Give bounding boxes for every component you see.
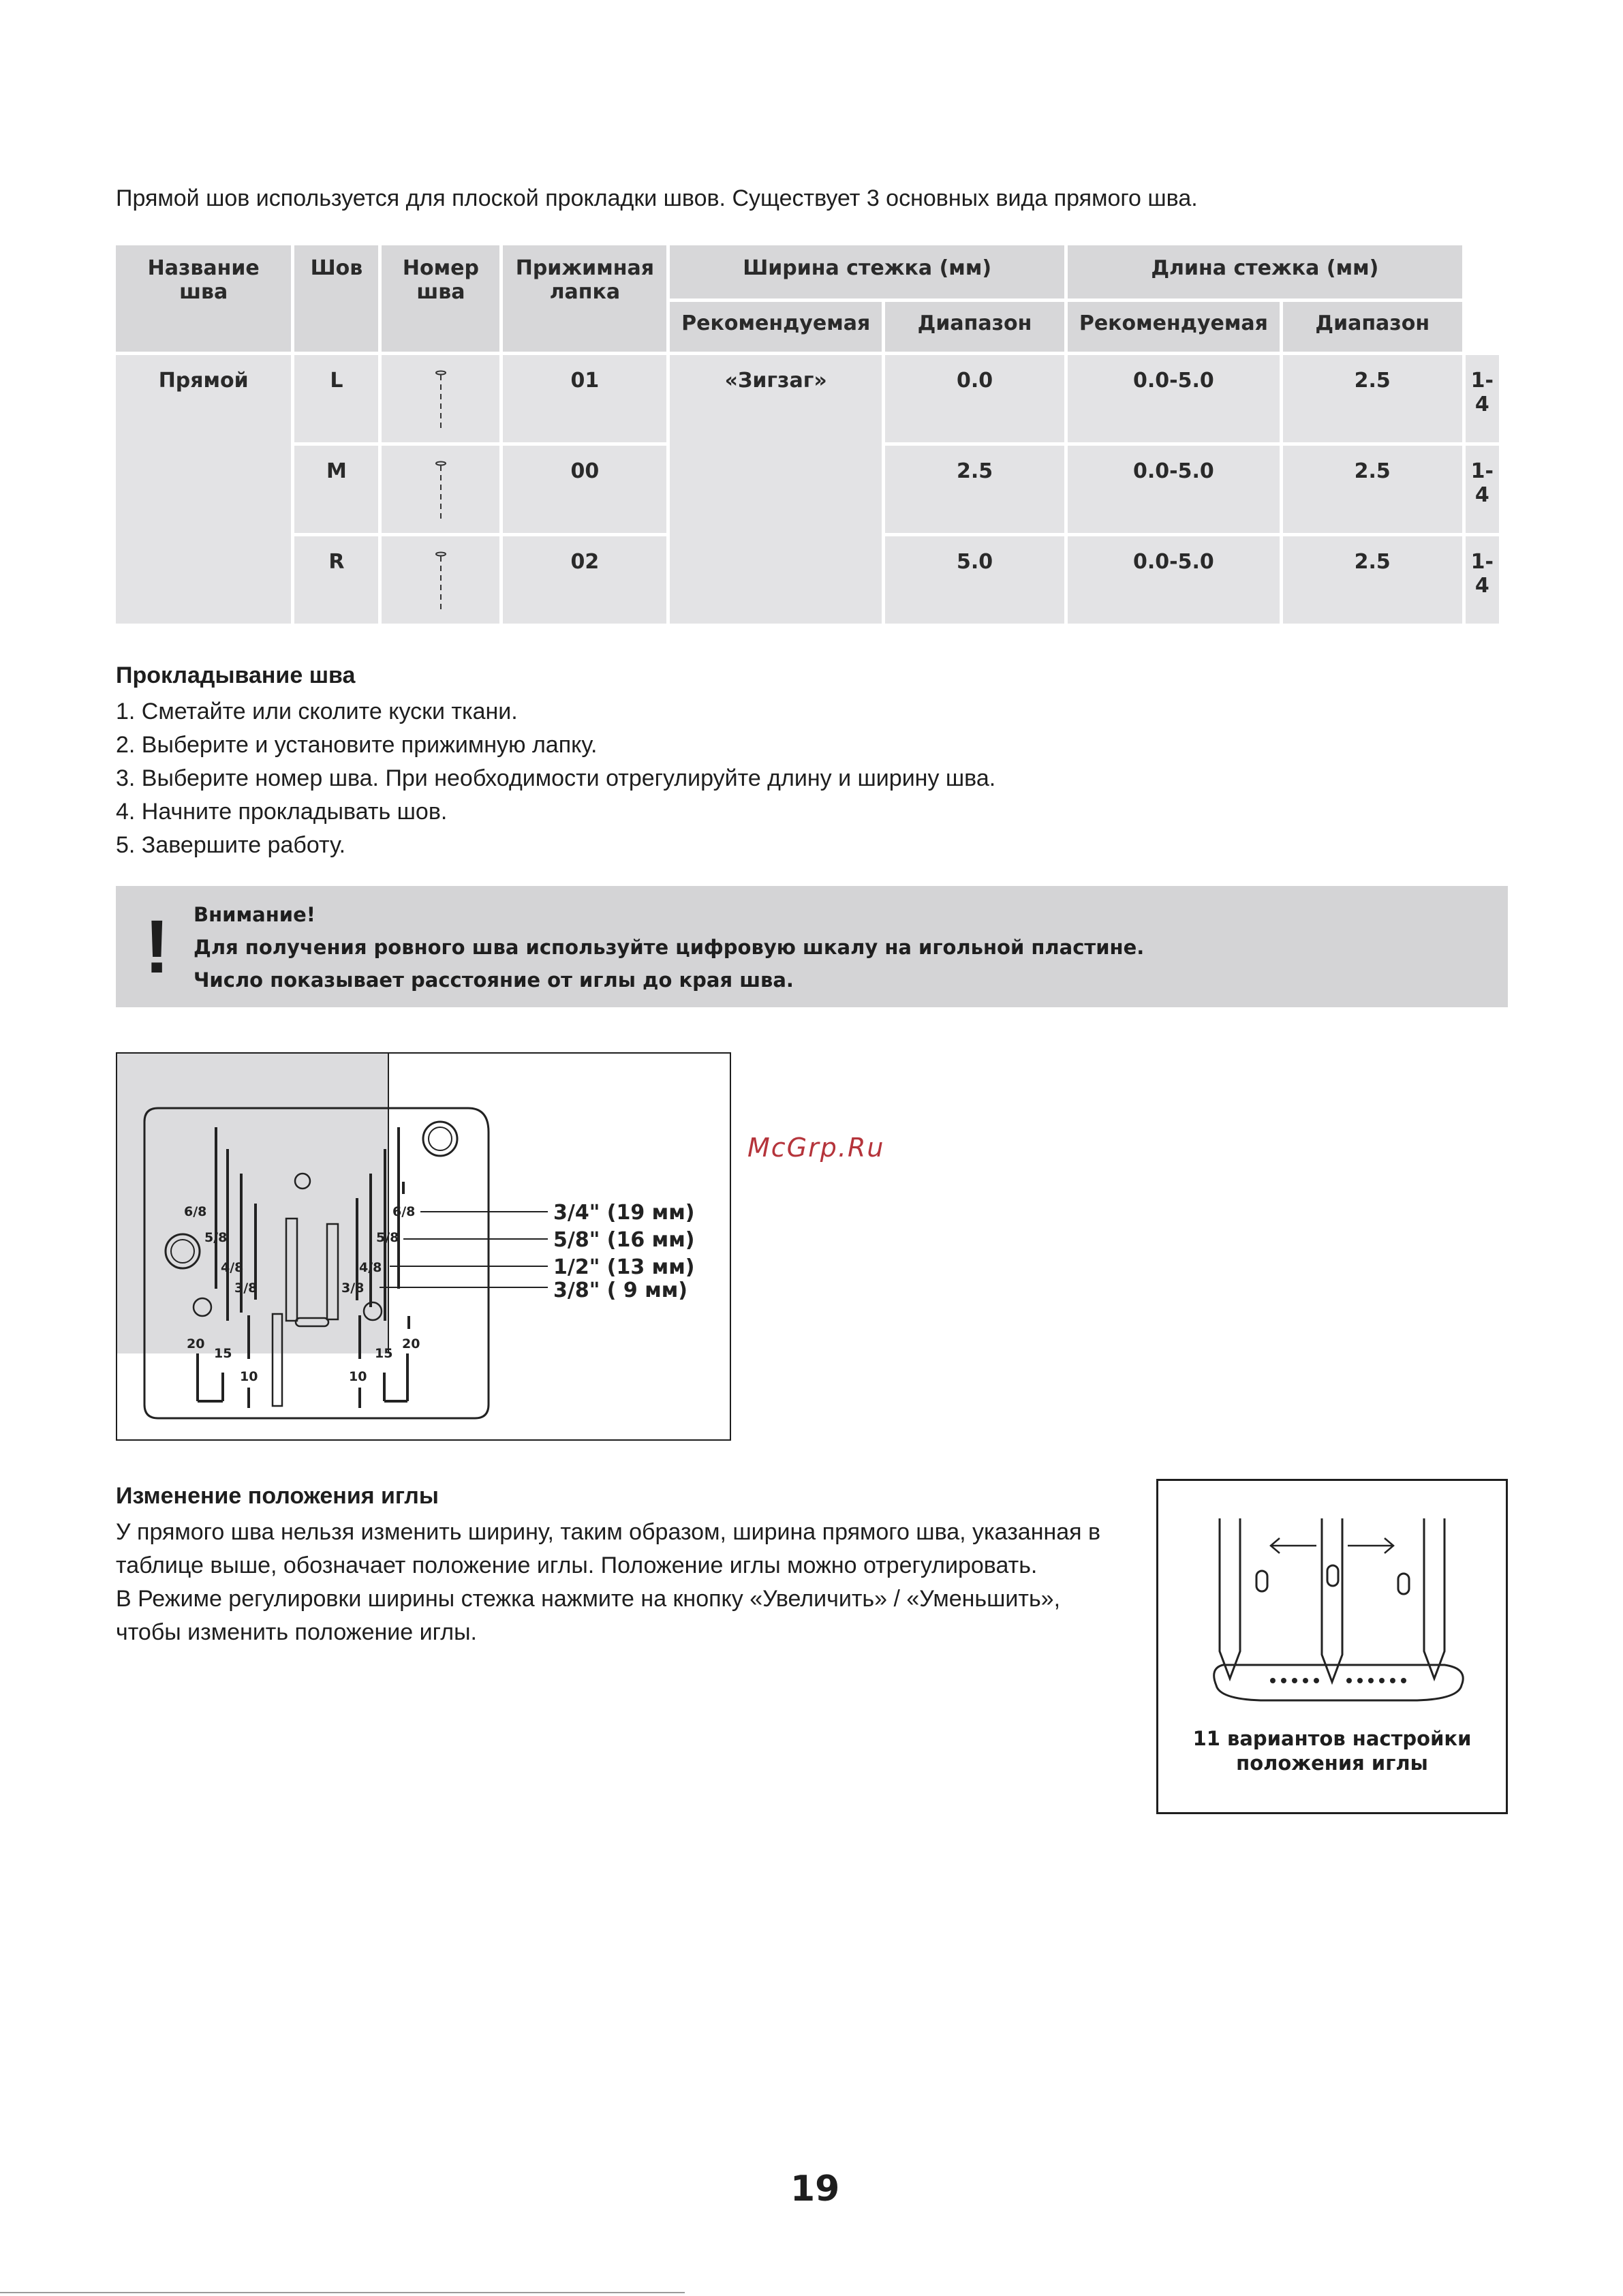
laying-title: Прокладывание шва: [116, 662, 356, 688]
position-cell: L: [294, 355, 378, 442]
foot-cell: «Зигзаг»: [670, 355, 882, 624]
plate-shade: [117, 1054, 388, 1353]
header-number: Номер шва: [382, 245, 499, 352]
footer-divider: [0, 2292, 685, 2293]
width-range-cell: 0.0-5.0: [1068, 536, 1280, 624]
length-recommended-cell: 2.5: [1283, 536, 1462, 624]
header-width-range: Диапазон: [885, 302, 1064, 352]
plate-label: 6/8: [392, 1204, 416, 1219]
needle-eye: [1327, 1565, 1338, 1586]
warning-box: [116, 886, 1508, 1007]
needle-position-dots: [1270, 1678, 1406, 1683]
needle-middle-icon: [1322, 1518, 1342, 1682]
position-cell: M: [294, 446, 378, 533]
width-range-cell: 0.0-5.0: [1068, 446, 1280, 533]
figure-caption: положения иглы: [1236, 1751, 1428, 1775]
page-number: 19: [790, 2169, 840, 2209]
length-range-cell: 1-4: [1466, 536, 1499, 624]
header-width-recommended: Рекомендуемая: [670, 302, 882, 352]
warning-title: Внимание!: [194, 903, 315, 926]
plate-label: 5/8: [376, 1230, 399, 1245]
header-foot: Прижимная лапка: [503, 245, 666, 352]
plate-label: 10: [349, 1369, 367, 1384]
length-recommended-cell: 2.5: [1283, 355, 1462, 442]
seam-icon-cell: [382, 355, 499, 442]
seam-icon-cell: [382, 446, 499, 533]
plate-label: 15: [375, 1346, 393, 1361]
straight-stitch-left-icon: [434, 369, 448, 430]
warning-line: Число показывает расстояние от иглы до края шва.: [194, 968, 794, 992]
seam-table: [112, 242, 1502, 627]
presser-foot-icon: [1214, 1665, 1464, 1700]
width-range-cell: 0.0-5.0: [1068, 355, 1280, 442]
callout-label: 5/8" (16 мм): [553, 1228, 695, 1252]
straight-stitch-middle-icon: [434, 459, 448, 521]
list-item: 1. Сметайте или сколите куски ткани.: [116, 699, 518, 724]
paragraph: У прямого шва нельзя изменить ширину, таким образом, ширина прямого шва, указанная в таблице выше, обозначает положение иглы. Положение иглы можно отрегулировать.: [116, 1519, 1101, 1578]
list-item: 4. Начните прокладывать шов.: [116, 799, 448, 825]
number-cell: 01: [503, 355, 666, 442]
width-recommended-cell: 2.5: [885, 446, 1064, 533]
table-row: [116, 355, 1499, 442]
needle-position-title: Изменение положения иглы: [116, 1483, 439, 1509]
position-cell: R: [294, 536, 378, 624]
paragraph: В Режиме регулировки ширины стежка нажмите на кнопку «Увеличить» / «Уменьшить», чтобы изменить положение иглы.: [116, 1586, 1061, 1645]
laying-steps: [116, 695, 995, 862]
seam-name-cell: Прямой: [116, 355, 291, 624]
header-seam-name: Название шва: [116, 245, 291, 352]
width-recommended-cell: 0.0: [885, 355, 1064, 442]
plate-label: 20: [187, 1336, 205, 1351]
plate-label: 10: [240, 1369, 258, 1384]
warning-line: Для получения ровного шва используйте цифровую шкалу на игольной пластине.: [194, 936, 1145, 959]
header-length-recommended: Рекомендуемая: [1068, 302, 1280, 352]
number-cell: 02: [503, 536, 666, 624]
callout-label: 3/8" ( 9 мм): [553, 1279, 688, 1302]
plate-label: 5/8: [204, 1230, 228, 1245]
callout-label: 3/4" (19 мм): [553, 1201, 695, 1225]
width-recommended-cell: 5.0: [885, 536, 1064, 624]
needle-plate-figure: [116, 1052, 731, 1441]
plate-label: 6/8: [184, 1204, 207, 1219]
needle-position-figure: [1156, 1479, 1508, 1814]
length-range-cell: 1-4: [1466, 355, 1499, 442]
header-seam: Шов: [294, 245, 378, 352]
plate-label: 4/8: [359, 1260, 382, 1275]
header-width: Ширина стежка (мм): [670, 245, 1064, 299]
needle-left-icon: [1220, 1518, 1240, 1679]
plate-label: 15: [214, 1346, 232, 1361]
length-recommended-cell: 2.5: [1283, 446, 1462, 533]
straight-stitch-right-icon: [434, 550, 448, 611]
plate-label: 3/8: [341, 1281, 365, 1296]
figure-caption: 11 вариантов настройки: [1192, 1727, 1472, 1750]
header-length-range: Диапазон: [1283, 302, 1462, 352]
list-item: 5. Завершите работу.: [116, 832, 346, 858]
needle-eye: [1398, 1574, 1409, 1594]
exclamation-icon: !: [144, 905, 170, 989]
plate-label: 3/8: [234, 1281, 258, 1296]
plate-label: 4/8: [221, 1260, 244, 1275]
needle-positions-diagram: [1158, 1481, 1506, 1719]
seam-icon-cell: [382, 536, 499, 624]
callout-label: 1/2" (13 мм): [553, 1255, 695, 1279]
list-item: 2. Выберите и установите прижимную лапку.: [116, 732, 598, 758]
callout-lines: [380, 1212, 548, 1287]
number-cell: 00: [503, 446, 666, 533]
needle-eye: [1256, 1571, 1267, 1591]
plate-label: 20: [402, 1336, 420, 1351]
needle-position-text: [116, 1516, 1124, 1649]
length-range-cell: 1-4: [1466, 446, 1499, 533]
list-item: 3. Выберите номер шва. При необходимости отрегулируйте длину и ширину шва.: [116, 765, 996, 791]
watermark: McGrp.Ru: [747, 1133, 885, 1163]
intro-text: Прямой шов используется для плоской прокладки швов. Существует 3 основных вида прямого шва.: [116, 185, 1198, 211]
needle-plate-diagram: [117, 1054, 731, 1441]
header-length: Длина стежка (мм): [1068, 245, 1462, 299]
arrows: [1271, 1538, 1393, 1553]
needle-right-icon: [1424, 1518, 1444, 1679]
